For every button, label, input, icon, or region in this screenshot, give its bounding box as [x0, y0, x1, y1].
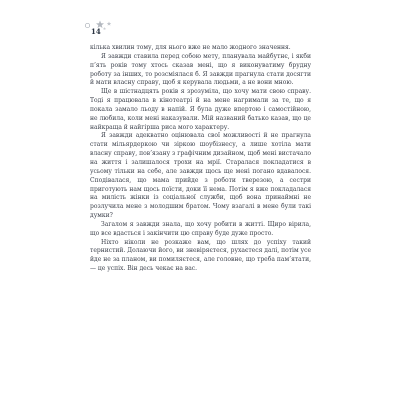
page-number: 14	[91, 27, 101, 36]
body-text	[90, 44, 311, 274]
paragraph: Загалом я завжди знала, що хочу робити в житті. Щиро вірила, що все вдасться і закінчити цю справу буде дуже просто.	[90, 220, 311, 237]
paragraph: кілька хвилин тому, для нього вже не мало жодного значення.	[90, 44, 291, 51]
paragraph: Я завжди ставила перед собою мету, планувала майбутнє, і якби п’ять років тому хтось сказав мені, що я виконуватиму брудну роботу за інших, то розсміялася б. Я завжди прагнула стати досягти й мати власну справу, щоб я керувала людьми, а не вони мною.	[90, 52, 311, 87]
paragraph: Я завжди адекватно оцінювала свої можливості й не прагнула стати мільярдеркою чи зіркою шоубізнесу, а лише хотіла мати власну справу, пов’язану з графічним дизайном, щоб мені вистачало на життя і залишалося трохи на мрії. Старалася покладатися в усьому тільки на себе, але завжди щось ще мені погано вдавалося. Сподівалася, що мама прийде з роботи тверезою, а сестри приготують нам щось поїсти, доки її нема. Потім я вже покладалася на милість жінки із соціальної служби, щоб вона принаймні не розлучила мене з молодшим братом. Чому взагалі в мене були такі думки?	[90, 132, 311, 220]
paragraph: Ніхто ніколи не розкаже вам, що шлях до успіху такий тернистий. Долаючи його, ви зневіряєтеся, рухаєтеся далі, потім усе йде не за планом, ви помиляєтеся, але головне, що треба пам’ятати, — це успіх. Він десь чекає на вас.	[90, 238, 311, 273]
stars-and-circle-ornament-icon	[84, 20, 124, 40]
paragraph: Ще в шістнадцять років я зрозуміла, що хочу мати свою справу. Тоді я працювала в кінотеатрі й на мене нагримали за те, що я покала замало льоду в напій. Я була дуже впертою і самостійною, не любила, коли мені наказували. Мій названий батько казав, що це найкраща й найгірша риса мого характеру.	[90, 88, 311, 131]
